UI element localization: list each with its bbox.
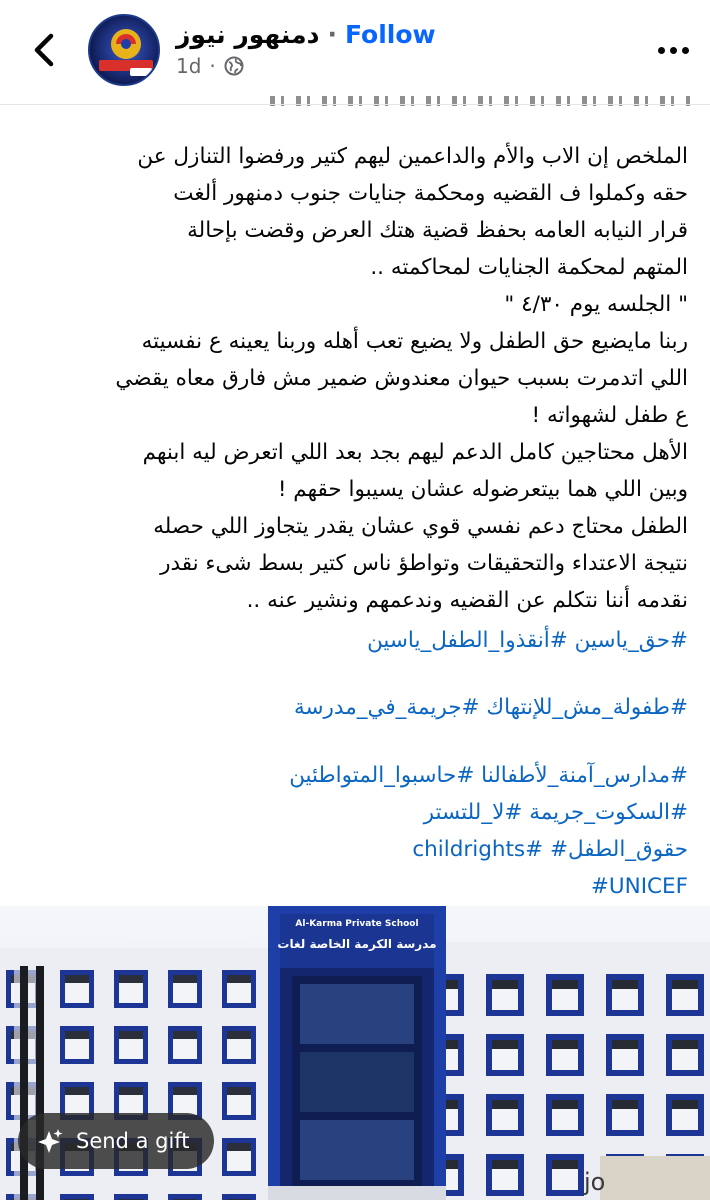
more-options-button[interactable] <box>650 30 696 70</box>
post-line: حقه وكملوا ف القضيه ومحكمة جنايات جنوب دمنهور ألغت <box>173 181 688 206</box>
cut-off-text-line <box>270 82 690 110</box>
hashtag-link[interactable]: #UNICEF <box>590 874 688 899</box>
sparkle-icon <box>34 1126 64 1156</box>
more-dot-icon <box>682 47 689 54</box>
sign-top-text: Al-Karma Private School <box>295 919 419 929</box>
post-body <box>18 138 688 619</box>
post-line: ربنا مايضيع حق الطفل ولا يضيع تعب أهله وربنا يعينه ع نفسيته <box>141 329 688 354</box>
hashtag-link[interactable]: #حق_ياسين #أنقذوا_الطفل_ياسين <box>367 628 688 653</box>
name-row <box>176 16 436 52</box>
send-gift-label: Send a gift <box>76 1129 190 1153</box>
sign-text: مدرسة الكرمة الخاصة لغات <box>277 937 437 951</box>
post-line: قرار النيابه العامه بحفظ قضية هتك العرض وقضت بإحالة <box>187 218 688 243</box>
chevron-left-icon <box>31 33 57 67</box>
post-time[interactable]: 1d <box>176 54 202 78</box>
page-avatar[interactable] <box>88 14 160 86</box>
hashtag-group <box>18 689 688 726</box>
post-line: ع طفل لشهواته ! <box>531 403 688 428</box>
post-line: وبين اللي هما بيتعرضوله عشان يسيبوا حقهم ! <box>277 477 688 502</box>
more-dot-icon <box>658 47 665 54</box>
meta-separator: · <box>209 54 216 78</box>
more-dot-icon <box>670 47 677 54</box>
hashtag-link[interactable]: #السكوت_جريمة #لا_للتستر <box>423 800 688 825</box>
post-line: الطفل محتاج دعم نفسي قوي عشان يقدر يتجاوز اللي حصله <box>153 514 688 539</box>
page-logo <box>90 16 160 86</box>
image-watermark: jo <box>584 1168 606 1196</box>
post-meta <box>176 54 244 78</box>
hashtag-link[interactable]: #مدارس_آمنة_لأطفالنا #حاسبوا_المتواطئين <box>289 763 688 788</box>
follow-button[interactable]: Follow <box>344 19 436 49</box>
page-name[interactable]: دمنهور نيوز <box>176 19 320 49</box>
separator-dot: · <box>327 19 337 49</box>
hashtag-link[interactable]: حقوق_الطفل# #childrights <box>412 837 688 862</box>
post-line: نتيجة الاعتداء والتحقيقات وتواطؤ ناس كتير بسط شىء نقدر <box>160 551 688 576</box>
hashtag-group <box>18 622 688 659</box>
back-button[interactable] <box>22 28 66 72</box>
post-header <box>0 0 710 100</box>
globe-icon <box>224 56 244 76</box>
post-line: الملخص إن الاب والأم والداعمين ليهم كتير ورفضوا التنازل عن <box>137 144 688 169</box>
post-line: الأهل محتاجين كامل الدعم ليهم بجد بعد اللي اتعرض ليه ابنهم <box>142 440 688 465</box>
post-line: المتهم لمحكمة الجنايات لمحاكمته .. <box>370 255 688 280</box>
hashtag-group <box>18 757 688 905</box>
post-line: نقدمه أننا نتكلم عن القضيه وندعمهم ونشير عنه .. <box>246 588 688 613</box>
hashtag-link[interactable]: #طفولة_مش_للإنتهاك #جريمة_في_مدرسة <box>293 695 688 720</box>
post-line: اللي اتدمرت بسبب حيوان معندوش ضمير مش فارق معاه يقضي <box>115 366 688 391</box>
send-gift-button[interactable] <box>18 1113 214 1169</box>
header-divider <box>0 104 710 105</box>
post-line: " الجلسه يوم ٤/٣٠ " <box>504 292 688 317</box>
